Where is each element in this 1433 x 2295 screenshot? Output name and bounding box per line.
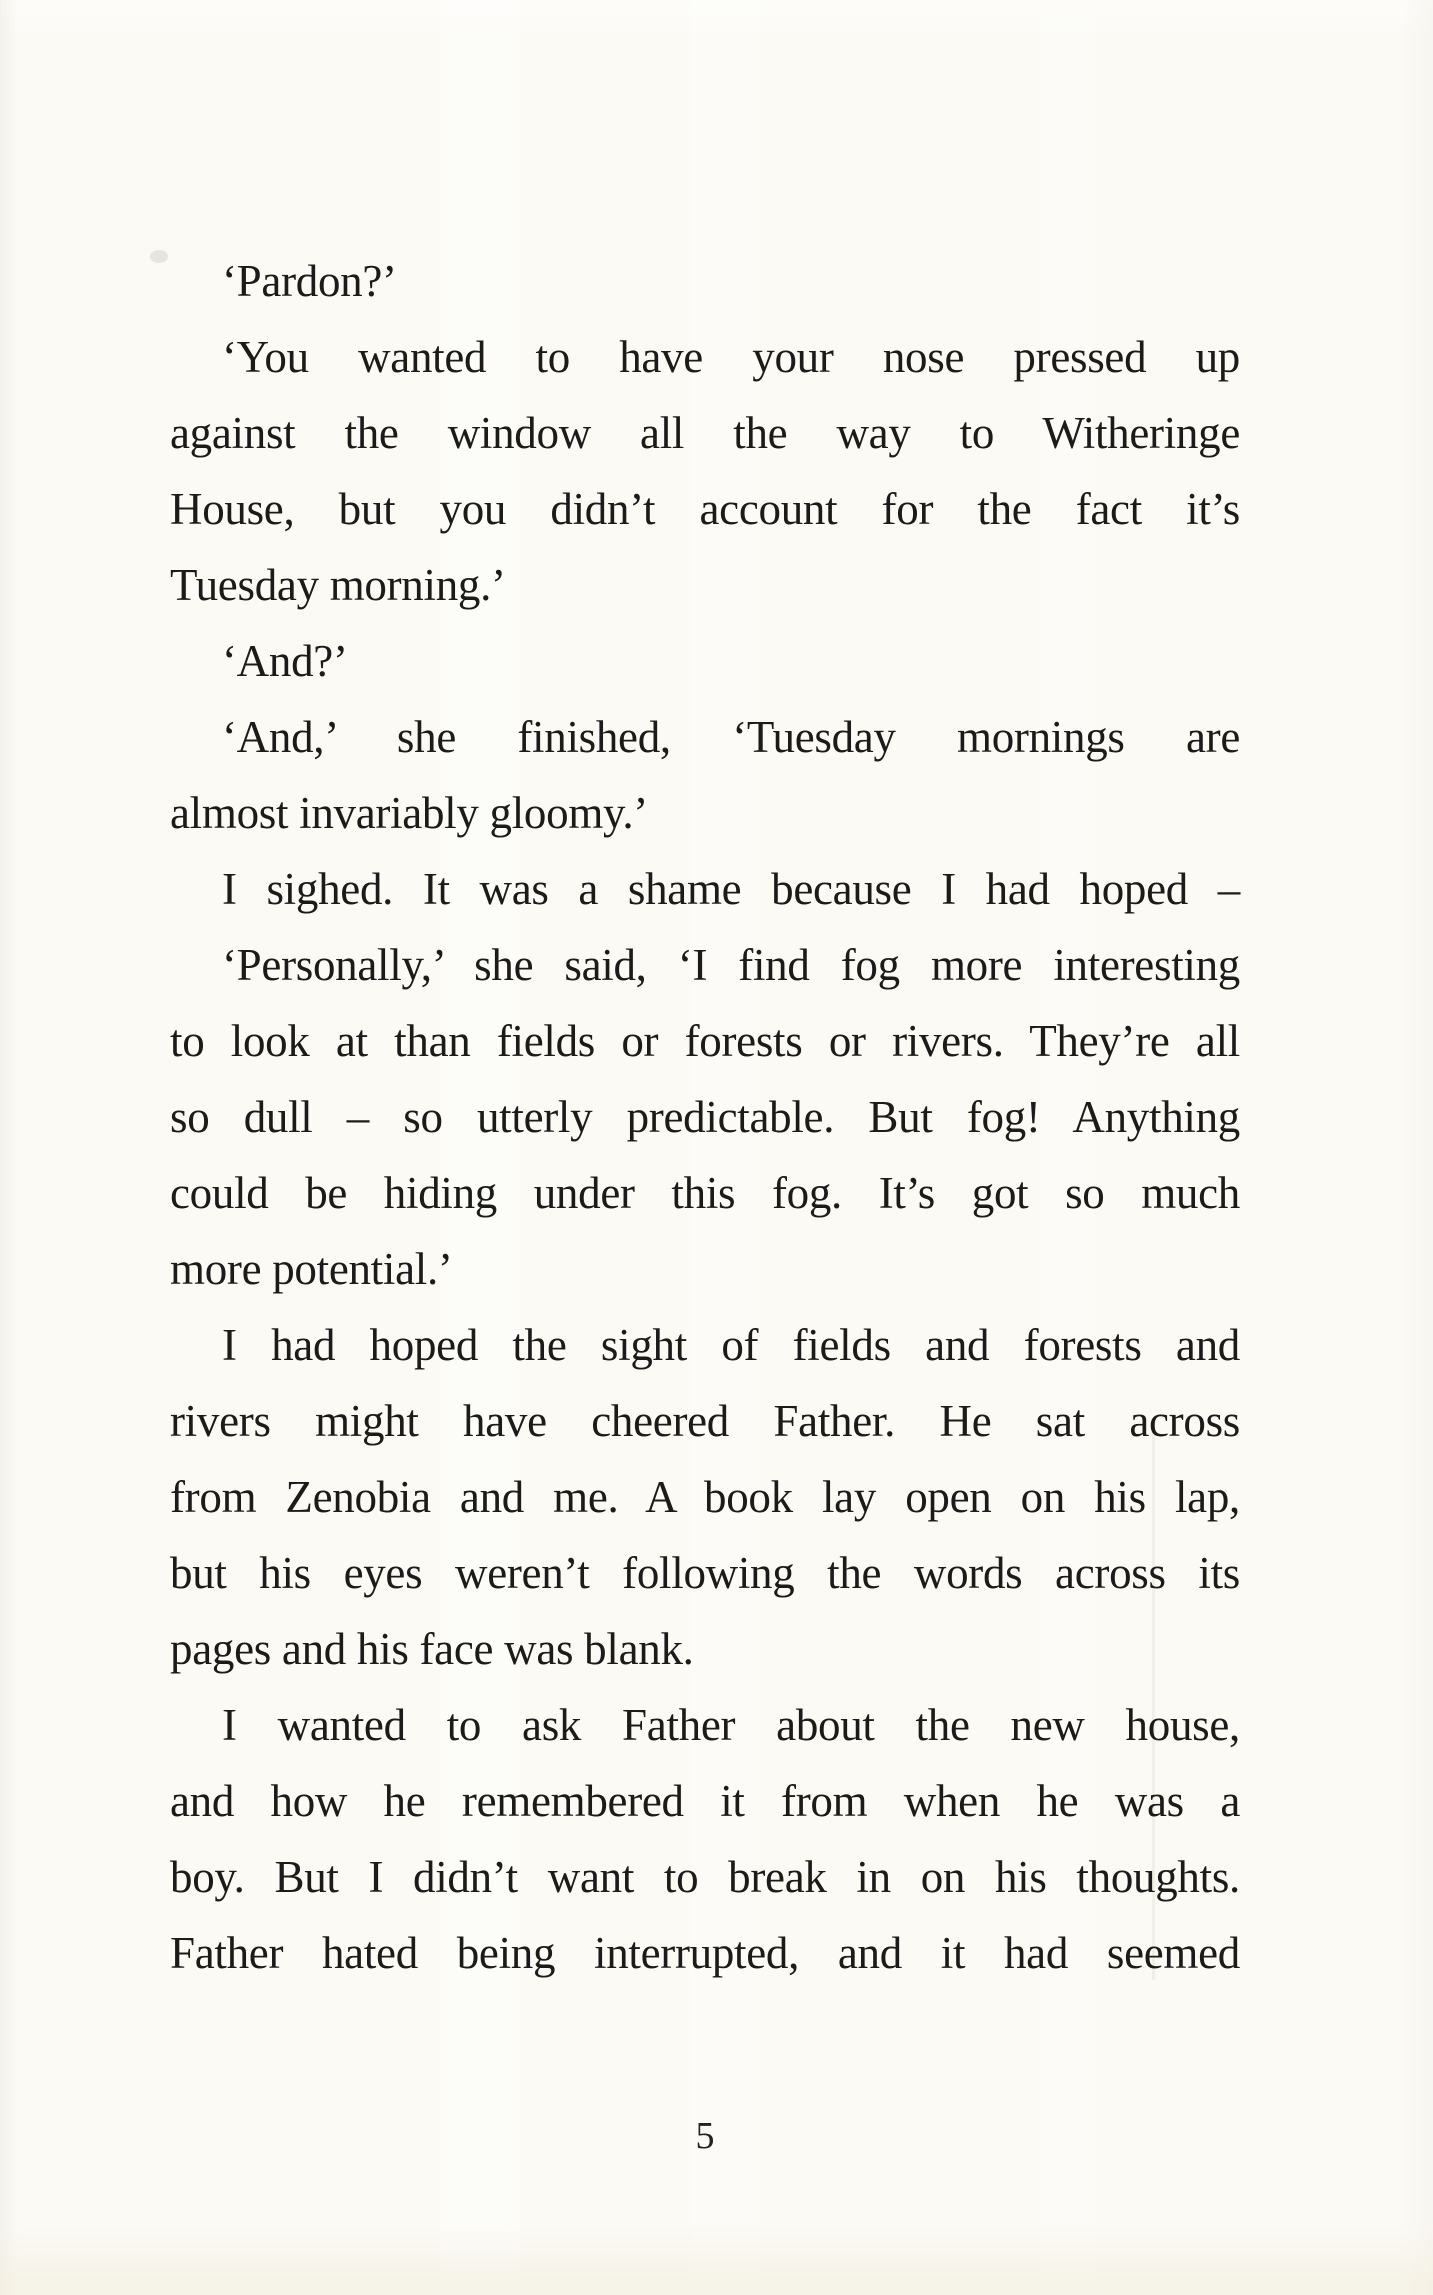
paragraph — [170, 319, 1240, 623]
text-line: rivers might have cheered Father. He sat across — [170, 1396, 1240, 1446]
text-line: from Zenobia and me. A book lay open on his lap, — [170, 1472, 1240, 1522]
text-line: I had hoped the sight of fields and forests and — [222, 1320, 1240, 1370]
page-text — [170, 243, 1240, 1991]
scan-edge-artifact — [0, 2225, 1433, 2295]
text-line: Tuesday morning.’ — [170, 560, 506, 610]
text-line: could be hiding under this fog. It’s got so much — [170, 1168, 1240, 1218]
page-number: 5 — [695, 2115, 715, 2157]
text-line: House, but you didn’t account for the fact it’s — [170, 484, 1240, 534]
paragraph — [170, 851, 1240, 927]
text-line: so dull – so utterly predictable. But fog! Anything — [170, 1092, 1240, 1142]
text-line: Father hated being interrupted, and it had seemed — [170, 1928, 1240, 1978]
paragraph — [170, 1307, 1240, 1687]
text-line: more potential.’ — [170, 1244, 453, 1294]
text-line: ‘You wanted to have your nose pressed up — [222, 332, 1240, 382]
paragraph — [170, 927, 1240, 1307]
text-line: ‘Personally,’ she said, ‘I find fog more interesting — [222, 940, 1240, 990]
paragraph — [170, 1687, 1240, 1991]
text-line: ‘And?’ — [222, 636, 348, 686]
text-line: pages and his face was blank. — [170, 1624, 694, 1674]
text-line: ‘Pardon?’ — [222, 256, 397, 306]
paragraph — [170, 699, 1240, 851]
text-line: I sighed. It was a shame because I had hoped – — [222, 864, 1240, 914]
text-line: ‘And,’ she finished, ‘Tuesday mornings are — [222, 712, 1240, 762]
text-line: against the window all the way to Witheringe — [170, 408, 1240, 458]
text-line: boy. But I didn’t want to break in on his thoughts. — [170, 1852, 1240, 1902]
paragraph — [170, 623, 1240, 699]
text-line: I wanted to ask Father about the new house, — [222, 1700, 1240, 1750]
text-line: but his eyes weren’t following the words across its — [170, 1548, 1240, 1598]
text-line: and how he remembered it from when he was a — [170, 1776, 1240, 1826]
paragraph — [170, 243, 1240, 319]
text-line: almost invariably gloomy.’ — [170, 788, 648, 838]
scan-smudge-artifact — [150, 250, 168, 263]
text-line: to look at than fields or forests or rivers. They’re all — [170, 1016, 1240, 1066]
